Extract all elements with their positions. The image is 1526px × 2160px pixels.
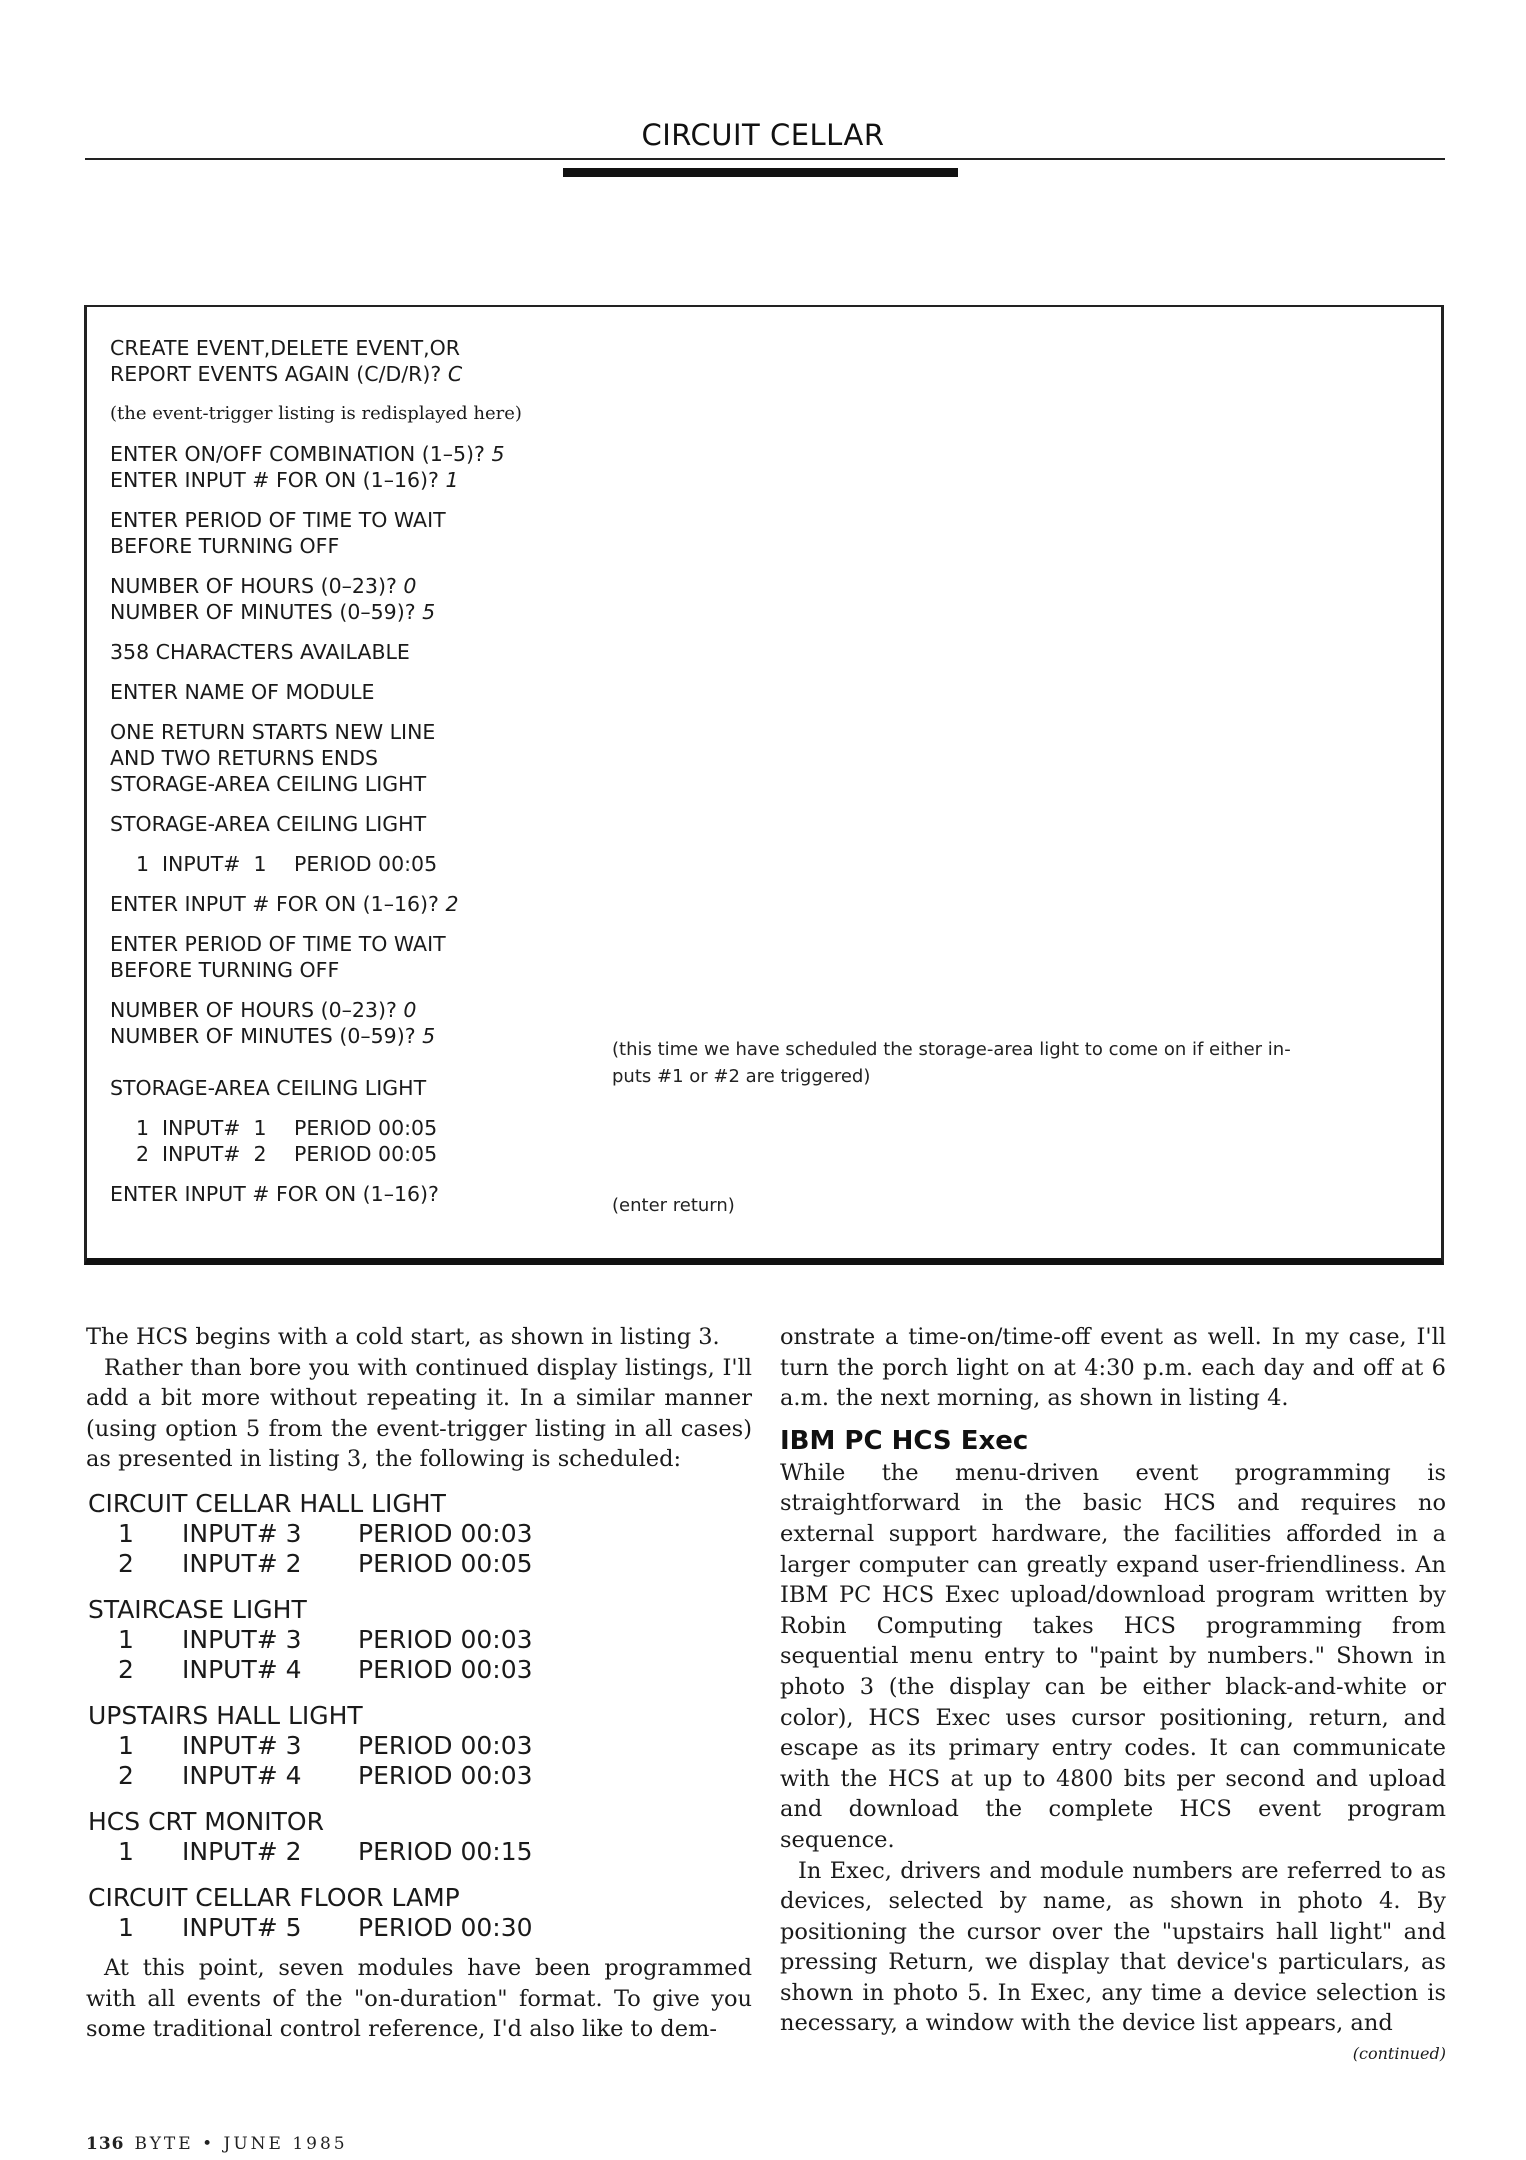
side-note-line: puts #1 or #2 are triggered) [612, 1066, 871, 1087]
listing-line: NUMBER OF MINUTES (0–59)? 5 [110, 1024, 436, 1048]
schedule-row: 1 INPUT# 3 PERIOD 00:03 [118, 1730, 533, 1760]
listing-line: STORAGE-AREA CEILING LIGHT [110, 1076, 427, 1100]
module-name: STAIRCASE LIGHT [88, 1594, 307, 1624]
listing-line: AND TWO RETURNS ENDS [110, 746, 379, 770]
schedule-group [88, 1489, 752, 1579]
listing-table-row [110, 1141, 630, 1167]
listing-return-note: (enter return) [612, 1195, 735, 1216]
schedule-row: 2 INPUT# 4 PERIOD 00:03 [118, 1760, 533, 1790]
listing-line: ONE RETURN STARTS NEW LINE [110, 720, 436, 744]
listing-line: ENTER ON/OFF COMBINATION (1–5)? 5 [110, 442, 505, 466]
row-number: 2 [136, 1142, 150, 1166]
paragraph: At this point, seven modules have been programmed with all events of the "on-duration" format. To give you some traditional control reference, I'd also like to dem- [86, 1954, 752, 2043]
listing-response: 0 [403, 574, 417, 598]
listing-block [110, 1075, 630, 1101]
listing-line: STORAGE-AREA CEILING LIGHT [110, 772, 427, 796]
listing-block [110, 931, 630, 983]
schedule-row: 2 INPUT# 4 PERIOD 00:03 [118, 1654, 533, 1684]
listing-table-row [110, 851, 630, 877]
listing-block [110, 441, 630, 493]
module-name: HCS CRT MONITOR [88, 1806, 324, 1836]
header-bar [563, 168, 958, 177]
listing-line: ENTER INPUT # FOR ON (1–16)? [110, 1182, 439, 1206]
schedule-group [88, 1595, 752, 1685]
listing-block [110, 719, 630, 797]
listing-response: C [447, 362, 463, 386]
running-head: CIRCUIT CELLAR [641, 118, 885, 152]
row-number: 1 [136, 852, 150, 876]
listing-block [110, 679, 630, 705]
paragraph: Rather than bore you with continued display listings, I'll add a bit more without repeating it. In a similar manner (using option 5 from the event-trigger listing in all cases) as presented in listing 3, the following is scheduled: [86, 1354, 752, 1473]
schedule-row: 2 INPUT# 2 PERIOD 00:05 [118, 1548, 533, 1578]
listing-line: ENTER INPUT # FOR ON (1–16)? 1 [110, 468, 459, 492]
publication-line: BYTE • JUNE 1985 [134, 2134, 348, 2154]
folio [86, 2134, 348, 2154]
listing-response: 1 [445, 468, 459, 492]
listing-side-note [612, 1036, 1372, 1090]
page-number: 136 [86, 2134, 125, 2154]
module-name: CIRCUIT CELLAR HALL LIGHT [88, 1488, 446, 1518]
listing-response: 5 [491, 442, 505, 466]
listing-block [110, 1181, 630, 1207]
listing-block [110, 1115, 630, 1167]
listing-response: 0 [403, 998, 417, 1022]
right-column [780, 1322, 1446, 2065]
row-input: INPUT# 1 [162, 1116, 267, 1140]
listing-line: CREATE EVENT,DELETE EVENT,OR [110, 336, 461, 360]
schedule-group [88, 1807, 752, 1867]
side-note-line: (this time we have scheduled the storage-area light to come on if either in- [612, 1039, 1291, 1060]
listing-line: REPORT EVENTS AGAIN (C/D/R)? C [110, 362, 463, 386]
listing-block [110, 851, 630, 877]
listing-block [110, 639, 630, 665]
listing-response: 5 [422, 600, 436, 624]
listing-line: BEFORE TURNING OFF [110, 534, 340, 558]
listing-line: NUMBER OF MINUTES (0–59)? 5 [110, 600, 436, 624]
listing-block [110, 507, 630, 559]
schedule-group [88, 1883, 752, 1943]
listing-response: 5 [422, 1024, 436, 1048]
listing-line: BEFORE TURNING OFF [110, 958, 340, 982]
listing-line: STORAGE-AREA CEILING LIGHT [110, 812, 427, 836]
listing-line: 358 CHARACTERS AVAILABLE [110, 640, 410, 664]
row-input: INPUT# 2 [162, 1142, 267, 1166]
header-rule [85, 158, 1445, 160]
listing-line: ENTER PERIOD OF TIME TO WAIT [110, 508, 446, 532]
row-input: INPUT# 1 [162, 852, 267, 876]
listing-block [110, 997, 630, 1049]
paragraph: In Exec, drivers and module numbers are referred to as devices, selected by name, as shown in photo 4. By positioning the cursor over the "upstairs hall light" and pressing Return, we display that device's particulars, as shown in photo 5. In Exec, any time a device selection is necessary, a window with the device list appears, and [780, 1857, 1446, 2037]
listing-line: NUMBER OF HOURS (0–23)? 0 [110, 574, 417, 598]
schedule-listing [88, 1489, 752, 1943]
listing-note: (the event-trigger listing is redisplayed here) [110, 403, 522, 424]
listing-block [110, 573, 630, 625]
module-name: UPSTAIRS HALL LIGHT [88, 1700, 363, 1730]
schedule-row: 1 INPUT# 2 PERIOD 00:15 [118, 1836, 533, 1866]
listing-text [110, 335, 630, 1221]
listing-line: ENTER PERIOD OF TIME TO WAIT [110, 932, 446, 956]
listing-line: ENTER NAME OF MODULE [110, 680, 375, 704]
row-period: PERIOD 00:05 [294, 1116, 438, 1140]
schedule-group [88, 1701, 752, 1791]
listing-block [110, 891, 630, 917]
section-heading: IBM PC HCS Exec [780, 1425, 1029, 1456]
listing-block [110, 811, 630, 837]
row-number: 1 [136, 1116, 150, 1140]
row-period: PERIOD 00:05 [294, 1142, 438, 1166]
paragraph: The HCS begins with a cold start, as shown in listing 3. [86, 1324, 720, 1350]
row-period: PERIOD 00:05 [294, 852, 438, 876]
module-name: CIRCUIT CELLAR FLOOR LAMP [88, 1882, 460, 1912]
paragraph: onstrate a time-on/time-off event as well. In my case, I'll turn the porch light on at 4:30 p.m. each day and off at 6 a.m. the next morning, as shown in listing 4. [780, 1324, 1446, 1412]
schedule-row: 1 INPUT# 3 PERIOD 00:03 [118, 1624, 533, 1654]
schedule-row: 1 INPUT# 5 PERIOD 00:30 [118, 1912, 533, 1942]
listing-table-row [110, 1115, 630, 1141]
continued-label: (continued) [1352, 2044, 1446, 2064]
paragraph: While the menu-driven event programming is straightforward in the basic HCS and requires no external support hardware, the facilities afforded in a larger computer can greatly expand user-friendliness. An IBM PC HCS Exec upload/download program written by Robin Computing takes HCS programming from sequential menu entry to "paint by numbers." Shown in photo 3 (the display can be either black-and-white or color), HCS Exec uses cursor positioning, return, and escape as its primary entry codes. It can communicate with the HCS at up to 4800 bits per second and upload and download the complete HCS event program sequence. [780, 1459, 1446, 1853]
left-column [86, 1322, 752, 2045]
listing-response: 2 [445, 892, 459, 916]
listing-block [110, 401, 630, 427]
listing-line: ENTER INPUT # FOR ON (1–16)? 2 [110, 892, 459, 916]
listing-line: NUMBER OF HOURS (0–23)? 0 [110, 998, 417, 1022]
schedule-row: 1 INPUT# 3 PERIOD 00:03 [118, 1518, 533, 1548]
listing-block [110, 335, 630, 387]
